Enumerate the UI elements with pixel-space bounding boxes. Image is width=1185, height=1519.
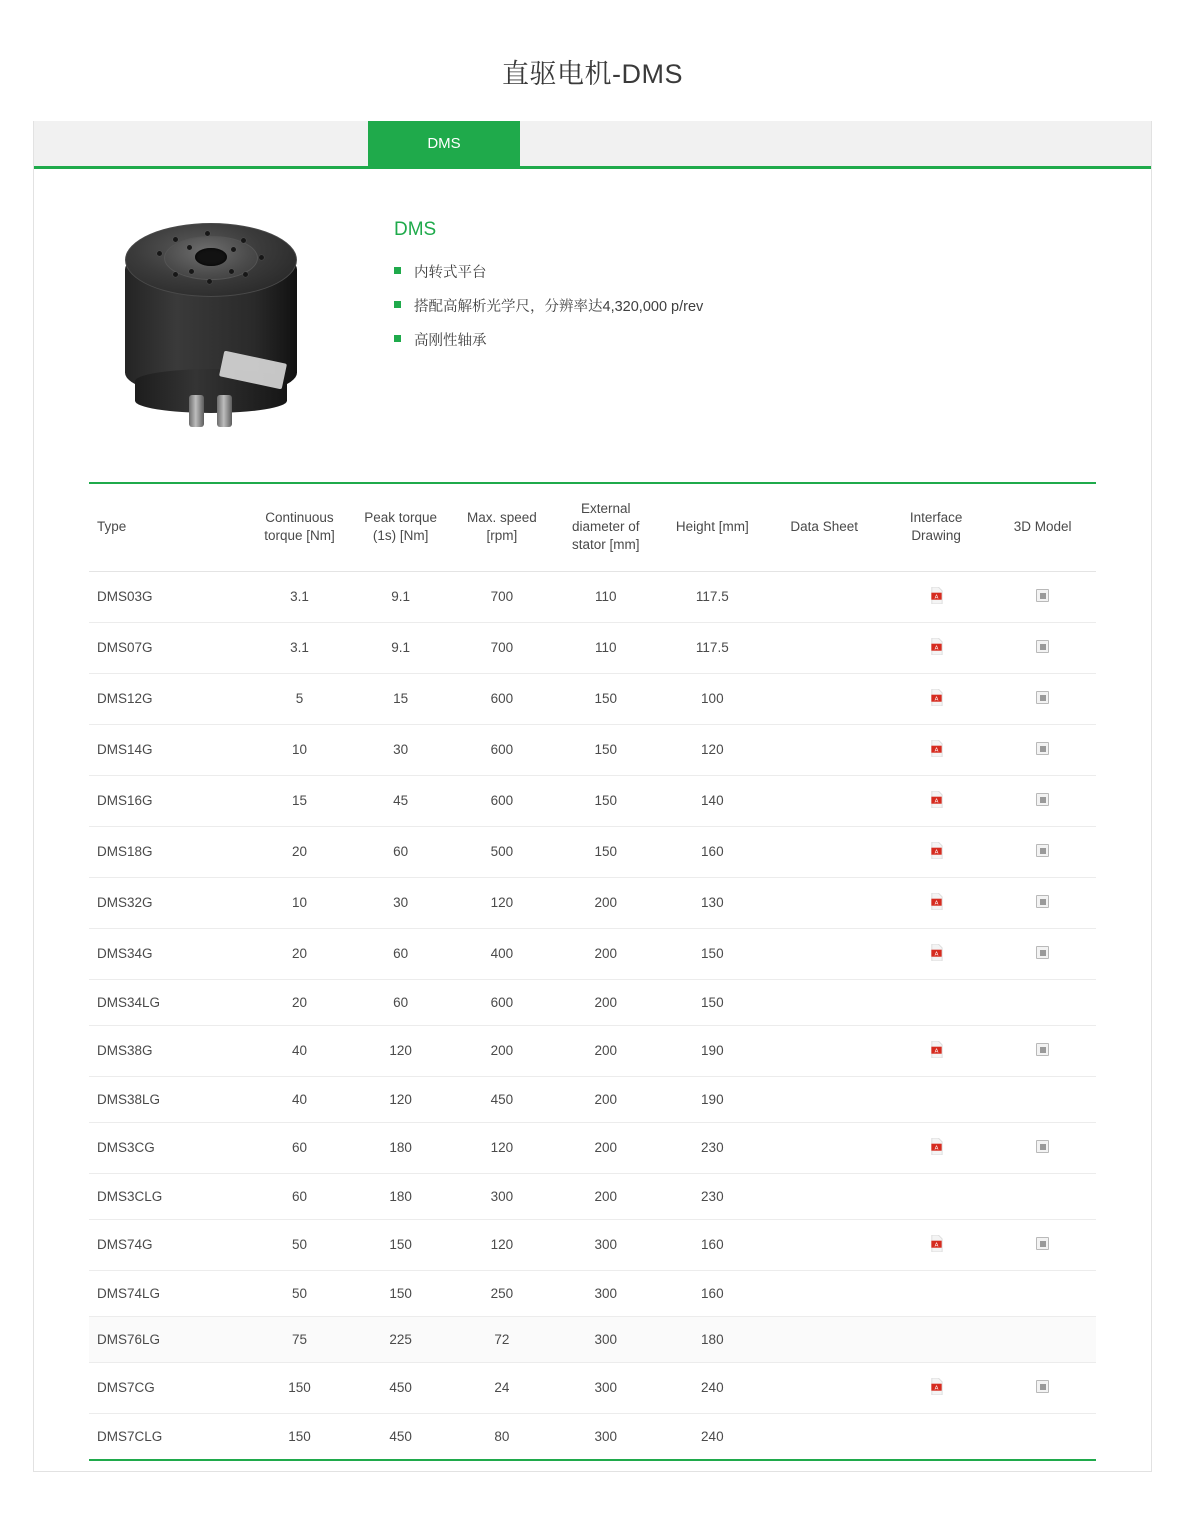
cell-continuous-torque: 3.1 <box>249 571 350 622</box>
3d-model-icon[interactable] <box>1036 844 1049 857</box>
cell-external-diameter: 110 <box>553 571 660 622</box>
cell-external-diameter: 300 <box>553 1413 660 1460</box>
cell-external-diameter: 300 <box>553 1219 660 1270</box>
header-line: Peak torque <box>364 510 438 526</box>
cell-peak-torque: 30 <box>350 877 451 928</box>
svg-text:A: A <box>934 594 938 601</box>
svg-text:A: A <box>934 1145 938 1152</box>
cell-continuous-torque: 75 <box>249 1316 350 1362</box>
cell-interface-drawing <box>883 979 990 1025</box>
cell-continuous-torque: 20 <box>249 928 350 979</box>
table-row <box>89 724 1096 775</box>
column-header-continuous-torque <box>249 483 350 571</box>
cell-external-diameter: 200 <box>553 979 660 1025</box>
cell-type: DMS34G <box>89 928 249 979</box>
3d-model-icon[interactable] <box>1036 1380 1049 1393</box>
cell-type: DMS3CLG <box>89 1173 249 1219</box>
cell-external-diameter: 200 <box>553 1173 660 1219</box>
header-line: Type <box>97 519 127 535</box>
cell-interface-drawing <box>883 1362 990 1413</box>
cell-type: DMS16G <box>89 775 249 826</box>
3d-model-icon[interactable] <box>1036 742 1049 755</box>
product-image <box>89 209 334 432</box>
column-header-interface-drawing <box>883 483 990 571</box>
cell-data-sheet <box>766 1076 883 1122</box>
svg-text:A: A <box>934 951 938 958</box>
3d-model-icon[interactable] <box>1036 1237 1049 1250</box>
cell-interface-drawing <box>883 1076 990 1122</box>
cell-peak-torque: 150 <box>350 1270 451 1316</box>
cell-continuous-torque: 50 <box>249 1219 350 1270</box>
cell-interface-drawing <box>883 1173 990 1219</box>
pdf-icon[interactable] <box>929 791 944 808</box>
header-line: Max. speed <box>466 510 537 526</box>
header-line: [rpm] <box>486 528 518 544</box>
cell-height: 230 <box>659 1173 766 1219</box>
pdf-icon[interactable] <box>929 1138 944 1155</box>
cell-height: 160 <box>659 1219 766 1270</box>
cell-data-sheet <box>766 571 883 622</box>
cell-3d-model <box>989 1219 1096 1270</box>
cell-max-speed: 120 <box>451 877 552 928</box>
direct-drive-motor-photo <box>117 217 307 432</box>
column-header-max-speed <box>451 483 552 571</box>
3d-model-icon[interactable] <box>1036 793 1049 806</box>
cell-data-sheet <box>766 1122 883 1173</box>
cell-max-speed: 24 <box>451 1362 552 1413</box>
cell-type: DMS7CG <box>89 1362 249 1413</box>
cell-max-speed: 500 <box>451 826 552 877</box>
cell-3d-model <box>989 673 1096 724</box>
cell-continuous-torque: 20 <box>249 826 350 877</box>
3d-model-icon[interactable] <box>1036 589 1049 602</box>
cell-data-sheet <box>766 1362 883 1413</box>
cell-type: DMS14G <box>89 724 249 775</box>
table-row <box>89 1316 1096 1362</box>
column-header-height <box>659 483 766 571</box>
cell-3d-model <box>989 877 1096 928</box>
feature-text: 内转式平台 <box>414 265 487 281</box>
header-line: (1s) [Nm] <box>372 528 429 544</box>
product-name: DMS <box>394 219 437 240</box>
cell-type: DMS03G <box>89 571 249 622</box>
table-row <box>89 673 1096 724</box>
product-panel <box>33 121 1152 1472</box>
cell-height: 117.5 <box>659 571 766 622</box>
header-line: Data Sheet <box>790 519 858 535</box>
table-row <box>89 1413 1096 1460</box>
cell-3d-model <box>989 1122 1096 1173</box>
cell-type: DMS34LG <box>89 979 249 1025</box>
table-row <box>89 622 1096 673</box>
cell-type: DMS07G <box>89 622 249 673</box>
cell-max-speed: 700 <box>451 571 552 622</box>
table-row <box>89 1173 1096 1219</box>
cell-max-speed: 300 <box>451 1173 552 1219</box>
cell-type: DMS74LG <box>89 1270 249 1316</box>
cell-data-sheet <box>766 928 883 979</box>
cell-peak-torque: 120 <box>350 1076 451 1122</box>
cell-max-speed: 700 <box>451 622 552 673</box>
cell-height: 117.5 <box>659 622 766 673</box>
cell-peak-torque: 60 <box>350 928 451 979</box>
cell-external-diameter: 300 <box>553 1362 660 1413</box>
tab-dms[interactable]: DMS <box>368 121 520 166</box>
cell-max-speed: 120 <box>451 1219 552 1270</box>
table-row <box>89 877 1096 928</box>
product-hero <box>89 209 1096 432</box>
cell-peak-torque: 450 <box>350 1362 451 1413</box>
cell-interface-drawing <box>883 775 990 826</box>
cell-continuous-torque: 5 <box>249 673 350 724</box>
cell-height: 150 <box>659 979 766 1025</box>
cell-external-diameter: 110 <box>553 622 660 673</box>
table-body <box>89 571 1096 1460</box>
pdf-icon[interactable] <box>929 944 944 961</box>
3d-model-icon[interactable] <box>1036 946 1049 959</box>
cell-continuous-torque: 50 <box>249 1270 350 1316</box>
cell-max-speed: 400 <box>451 928 552 979</box>
feature-item <box>394 261 703 282</box>
table-header <box>89 483 1096 571</box>
cell-interface-drawing <box>883 622 990 673</box>
cell-type: DMS38G <box>89 1025 249 1076</box>
cell-interface-drawing <box>883 826 990 877</box>
cell-3d-model <box>989 1316 1096 1362</box>
table-row <box>89 1270 1096 1316</box>
product-description <box>334 209 703 363</box>
feature-text: 搭配高解析光学尺，分辨率达4,320,000 p/rev <box>414 299 704 315</box>
pdf-icon[interactable] <box>929 740 944 757</box>
cell-continuous-torque: 40 <box>249 1025 350 1076</box>
cell-external-diameter: 150 <box>553 724 660 775</box>
header-line: Interface <box>909 510 963 526</box>
cell-data-sheet <box>766 673 883 724</box>
cell-3d-model <box>989 724 1096 775</box>
cell-external-diameter: 300 <box>553 1270 660 1316</box>
svg-text:A: A <box>934 900 938 907</box>
cell-peak-torque: 150 <box>350 1219 451 1270</box>
header-line: torque [Nm] <box>264 528 335 544</box>
cell-external-diameter: 200 <box>553 1076 660 1122</box>
table-row <box>89 1219 1096 1270</box>
header-line: 3D Model <box>1013 519 1072 535</box>
cell-external-diameter: 300 <box>553 1316 660 1362</box>
table-row <box>89 775 1096 826</box>
cell-peak-torque: 225 <box>350 1316 451 1362</box>
cell-peak-torque: 180 <box>350 1122 451 1173</box>
table-row <box>89 571 1096 622</box>
cell-external-diameter: 150 <box>553 775 660 826</box>
header-line: stator [mm] <box>572 537 640 553</box>
cell-peak-torque: 60 <box>350 826 451 877</box>
cell-height: 120 <box>659 724 766 775</box>
cell-continuous-torque: 10 <box>249 877 350 928</box>
cell-type: DMS32G <box>89 877 249 928</box>
cell-max-speed: 120 <box>451 1122 552 1173</box>
column-header-peak-torque <box>350 483 451 571</box>
cell-type: DMS12G <box>89 673 249 724</box>
cell-height: 190 <box>659 1025 766 1076</box>
cell-interface-drawing <box>883 724 990 775</box>
cell-max-speed: 80 <box>451 1413 552 1460</box>
cell-type: DMS74G <box>89 1219 249 1270</box>
cell-data-sheet <box>766 775 883 826</box>
cell-data-sheet <box>766 1025 883 1076</box>
column-header-type <box>89 483 249 571</box>
tab-strip <box>34 121 1151 169</box>
cell-interface-drawing <box>883 1316 990 1362</box>
page-title: 直驱电机-DMS <box>502 59 683 89</box>
table-row <box>89 1025 1096 1076</box>
cell-max-speed: 600 <box>451 775 552 826</box>
cell-continuous-torque: 3.1 <box>249 622 350 673</box>
cell-max-speed: 450 <box>451 1076 552 1122</box>
cell-height: 160 <box>659 1270 766 1316</box>
pdf-icon[interactable] <box>929 1235 944 1252</box>
cell-type: DMS38LG <box>89 1076 249 1122</box>
cell-external-diameter: 200 <box>553 928 660 979</box>
cell-3d-model <box>989 571 1096 622</box>
cell-3d-model <box>989 622 1096 673</box>
cell-data-sheet <box>766 877 883 928</box>
pdf-icon[interactable] <box>929 842 944 859</box>
cell-data-sheet <box>766 724 883 775</box>
cell-interface-drawing <box>883 571 990 622</box>
cell-external-diameter: 200 <box>553 1025 660 1076</box>
cell-height: 100 <box>659 673 766 724</box>
feature-item <box>394 295 703 316</box>
cell-3d-model <box>989 775 1096 826</box>
cell-3d-model <box>989 1025 1096 1076</box>
table-row <box>89 1122 1096 1173</box>
cell-height: 150 <box>659 928 766 979</box>
svg-text:A: A <box>934 696 938 703</box>
pdf-icon[interactable] <box>929 587 944 604</box>
cell-continuous-torque: 40 <box>249 1076 350 1122</box>
cell-interface-drawing <box>883 877 990 928</box>
cell-external-diameter: 150 <box>553 826 660 877</box>
cell-continuous-torque: 20 <box>249 979 350 1025</box>
header-line: Drawing <box>911 528 961 544</box>
cell-max-speed: 600 <box>451 673 552 724</box>
svg-text:A: A <box>934 798 938 805</box>
cell-3d-model <box>989 1173 1096 1219</box>
cell-3d-model <box>989 1076 1096 1122</box>
bullet-icon <box>394 335 401 342</box>
feature-text: 高刚性轴承 <box>414 333 487 349</box>
cell-interface-drawing <box>883 673 990 724</box>
panel-content <box>34 169 1151 1471</box>
table-row <box>89 979 1096 1025</box>
svg-text:A: A <box>934 1385 938 1392</box>
cell-continuous-torque: 10 <box>249 724 350 775</box>
cell-height: 180 <box>659 1316 766 1362</box>
header-line: External <box>581 501 631 516</box>
cell-peak-torque: 30 <box>350 724 451 775</box>
cell-height: 140 <box>659 775 766 826</box>
cell-data-sheet <box>766 826 883 877</box>
header-line: Continuous <box>265 510 334 526</box>
cell-data-sheet <box>766 1173 883 1219</box>
pdf-icon[interactable] <box>929 1041 944 1058</box>
cell-3d-model <box>989 1270 1096 1316</box>
cell-peak-torque: 45 <box>350 775 451 826</box>
cell-continuous-torque: 150 <box>249 1413 350 1460</box>
cell-peak-torque: 9.1 <box>350 571 451 622</box>
cell-height: 240 <box>659 1413 766 1460</box>
cell-data-sheet <box>766 1413 883 1460</box>
column-header-external-diameter <box>553 483 660 571</box>
cell-max-speed: 600 <box>451 979 552 1025</box>
cell-height: 230 <box>659 1122 766 1173</box>
table-row <box>89 1076 1096 1122</box>
svg-text:A: A <box>934 1242 938 1249</box>
table-row <box>89 1362 1096 1413</box>
pdf-icon[interactable] <box>929 689 944 706</box>
cell-height: 240 <box>659 1362 766 1413</box>
cell-type: DMS18G <box>89 826 249 877</box>
pdf-icon[interactable] <box>929 1378 944 1395</box>
3d-model-icon[interactable] <box>1036 1140 1049 1153</box>
cell-height: 190 <box>659 1076 766 1122</box>
cell-max-speed: 72 <box>451 1316 552 1362</box>
pdf-icon[interactable] <box>929 638 944 655</box>
cell-3d-model <box>989 928 1096 979</box>
3d-model-icon[interactable] <box>1036 691 1049 704</box>
table-header-row <box>89 483 1096 571</box>
specification-table <box>89 482 1096 1461</box>
3d-model-icon[interactable] <box>1036 640 1049 653</box>
header-line: diameter of <box>572 519 640 535</box>
cell-3d-model <box>989 826 1096 877</box>
cell-peak-torque: 450 <box>350 1413 451 1460</box>
cell-data-sheet <box>766 1316 883 1362</box>
cell-peak-torque: 120 <box>350 1025 451 1076</box>
cell-height: 160 <box>659 826 766 877</box>
cell-data-sheet <box>766 1270 883 1316</box>
cell-3d-model <box>989 979 1096 1025</box>
cell-3d-model <box>989 1413 1096 1460</box>
cell-peak-torque: 9.1 <box>350 622 451 673</box>
feature-item <box>394 329 703 350</box>
cell-max-speed: 200 <box>451 1025 552 1076</box>
svg-text:A: A <box>934 1048 938 1055</box>
cell-interface-drawing <box>883 1413 990 1460</box>
pdf-icon[interactable] <box>929 893 944 910</box>
cell-peak-torque: 15 <box>350 673 451 724</box>
cell-3d-model <box>989 1362 1096 1413</box>
cell-peak-torque: 60 <box>350 979 451 1025</box>
cell-continuous-torque: 60 <box>249 1173 350 1219</box>
cell-external-diameter: 150 <box>553 673 660 724</box>
cell-continuous-torque: 150 <box>249 1362 350 1413</box>
cell-peak-torque: 180 <box>350 1173 451 1219</box>
svg-text:A: A <box>934 645 938 652</box>
table-row <box>89 826 1096 877</box>
cell-external-diameter: 200 <box>553 877 660 928</box>
svg-text:A: A <box>934 747 938 754</box>
column-header-3d-model <box>989 483 1096 571</box>
cell-type: DMS76LG <box>89 1316 249 1362</box>
cell-data-sheet <box>766 622 883 673</box>
bullet-icon <box>394 301 401 308</box>
cell-continuous-torque: 15 <box>249 775 350 826</box>
bullet-icon <box>394 267 401 274</box>
cell-interface-drawing <box>883 1122 990 1173</box>
cell-interface-drawing <box>883 1270 990 1316</box>
cell-data-sheet <box>766 1219 883 1270</box>
cell-height: 130 <box>659 877 766 928</box>
cell-continuous-torque: 60 <box>249 1122 350 1173</box>
3d-model-icon[interactable] <box>1036 895 1049 908</box>
cell-type: DMS7CLG <box>89 1413 249 1460</box>
cell-interface-drawing <box>883 928 990 979</box>
feature-list <box>394 261 703 350</box>
column-header-data-sheet <box>766 483 883 571</box>
header-line: Height [mm] <box>675 519 749 535</box>
table-row <box>89 928 1096 979</box>
cell-max-speed: 250 <box>451 1270 552 1316</box>
cell-external-diameter: 200 <box>553 1122 660 1173</box>
cell-data-sheet <box>766 979 883 1025</box>
cell-type: DMS3CG <box>89 1122 249 1173</box>
cell-max-speed: 600 <box>451 724 552 775</box>
cell-interface-drawing <box>883 1025 990 1076</box>
cell-interface-drawing <box>883 1219 990 1270</box>
svg-text:A: A <box>934 849 938 856</box>
3d-model-icon[interactable] <box>1036 1043 1049 1056</box>
